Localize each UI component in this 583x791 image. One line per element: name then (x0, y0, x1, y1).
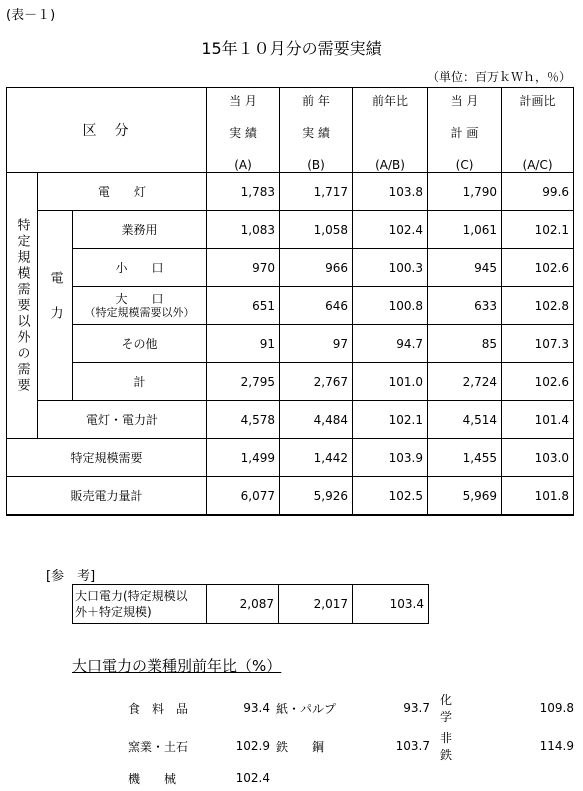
table-row (128, 765, 574, 791)
industry-name: 鉄 鋼 (276, 739, 325, 754)
cell-a: 1,783 (207, 173, 280, 211)
row-label: 計 (73, 363, 207, 401)
power-label: 電力 (38, 211, 73, 401)
cell-a: 4,578 (207, 401, 280, 439)
row-label: 電灯・電力計 (38, 401, 207, 439)
table-row (7, 173, 574, 211)
cell-c: 633 (428, 287, 502, 325)
group-label: 特定規模需要以外の需要 (7, 173, 38, 439)
cell-ab: 94.7 (353, 325, 428, 363)
cell-b: 1,058 (280, 211, 353, 249)
cell-ac: 102.6 (502, 249, 574, 287)
industry-value: 93.7 (403, 701, 430, 715)
reference-table (72, 584, 429, 624)
cell-ab: 100.8 (353, 287, 428, 325)
table-row (128, 689, 574, 727)
cell-a: 970 (207, 249, 280, 287)
cell-ac: 101.8 (502, 477, 574, 516)
cell-ab: 103.4 (353, 585, 429, 624)
cell-b: 1,442 (280, 439, 353, 477)
row-label: 特定規模需要 (7, 439, 207, 477)
industry-value: 102.9 (235, 739, 270, 753)
cell-a: 2,795 (207, 363, 280, 401)
cell-ab: 103.9 (353, 439, 428, 477)
cell-c: 85 (428, 325, 502, 363)
header-current: 当 月 実 績 (A) (207, 88, 280, 173)
row-label: 大 口 （特定規模需要以外） (73, 287, 207, 325)
cell-ab: 100.3 (353, 249, 428, 287)
cell-b: 2,767 (280, 363, 353, 401)
cell-a: 2,087 (207, 585, 279, 624)
table-row (7, 363, 574, 401)
industry-table (128, 689, 574, 791)
cell-c: 4,514 (428, 401, 502, 439)
cell-ac: 102.1 (502, 211, 574, 249)
cell-ac: 103.0 (502, 439, 574, 477)
cell-a: 6,077 (207, 477, 280, 516)
header-prev: 前 年 実 績 (B) (280, 88, 353, 173)
cell-ab: 103.8 (353, 173, 428, 211)
table-row (7, 325, 574, 363)
table-row (7, 439, 574, 477)
cell-ab: 102.5 (353, 477, 428, 516)
table-row (128, 727, 574, 765)
cell-a: 1,499 (207, 439, 280, 477)
row-label: その他 (73, 325, 207, 363)
cell-ab: 101.0 (353, 363, 428, 401)
header-yoy: 前年比 (A/B) (353, 88, 428, 173)
cell-ac: 107.3 (502, 325, 574, 363)
row-label: 業務用 (73, 211, 207, 249)
cell-a: 651 (207, 287, 280, 325)
industry-value: 114.9 (539, 739, 574, 753)
page-title: 15年１０月分の需要実績 (201, 39, 382, 58)
cell-b: 2,017 (279, 585, 353, 624)
cell-a: 91 (207, 325, 280, 363)
cell-c: 5,969 (428, 477, 502, 516)
cell-b: 1,717 (280, 173, 353, 211)
cell-b: 5,926 (280, 477, 353, 516)
cell-b: 4,484 (280, 401, 353, 439)
demand-table (6, 87, 574, 516)
cell-ac: 101.4 (502, 401, 574, 439)
header-category: 区 分 (7, 88, 207, 173)
cell-c: 1,061 (428, 211, 502, 249)
cell-c: 945 (428, 249, 502, 287)
header-plan-ratio: 計画比 (A/C) (502, 88, 574, 173)
table-row (73, 585, 429, 624)
table-row (7, 287, 574, 325)
industry-name: 非 鉄 (440, 731, 477, 762)
cell-c: 1,455 (428, 439, 502, 477)
row-label: 電 灯 (38, 173, 207, 211)
header-row (7, 88, 574, 173)
reference-label: [参 考] (46, 569, 96, 584)
cell-c: 2,724 (428, 363, 502, 401)
industry-name: 食 料 品 (128, 701, 189, 716)
cell-c: 1,790 (428, 173, 502, 211)
industry-name: 機 械 (128, 771, 177, 786)
industry-name: 化 学 (440, 693, 477, 724)
industry-value: 93.4 (243, 701, 270, 715)
table-label: (表－１) (6, 8, 56, 23)
table-row (7, 401, 574, 439)
row-label: 小 口 (73, 249, 207, 287)
table-row (7, 477, 574, 516)
cell-ab: 102.4 (353, 211, 428, 249)
cell-ab: 102.1 (353, 401, 428, 439)
cell-b: 97 (280, 325, 353, 363)
cell-a: 1,083 (207, 211, 280, 249)
unit-label: （単位：百万ｋＷｈ，％） (426, 70, 571, 84)
row-label: 販売電力量計 (7, 477, 207, 516)
cell-ac: 99.6 (502, 173, 574, 211)
cell-b: 646 (280, 287, 353, 325)
industry-title: 大口電力の業種別前年比（%） (72, 657, 282, 675)
header-plan: 当 月 計 画 (C) (428, 88, 502, 173)
industry-value: 109.8 (539, 701, 574, 715)
table-row (7, 249, 574, 287)
table-row (7, 211, 574, 249)
reference-item: 大口電力(特定規模以 外＋特定規模) (73, 585, 207, 624)
industry-name: 紙・パルプ (276, 701, 337, 716)
industry-value: 103.7 (395, 739, 430, 753)
cell-ac: 102.8 (502, 287, 574, 325)
cell-b: 966 (280, 249, 353, 287)
industry-value: 102.4 (235, 771, 270, 785)
industry-name: 窯業・土石 (128, 739, 189, 754)
cell-ac: 102.6 (502, 363, 574, 401)
